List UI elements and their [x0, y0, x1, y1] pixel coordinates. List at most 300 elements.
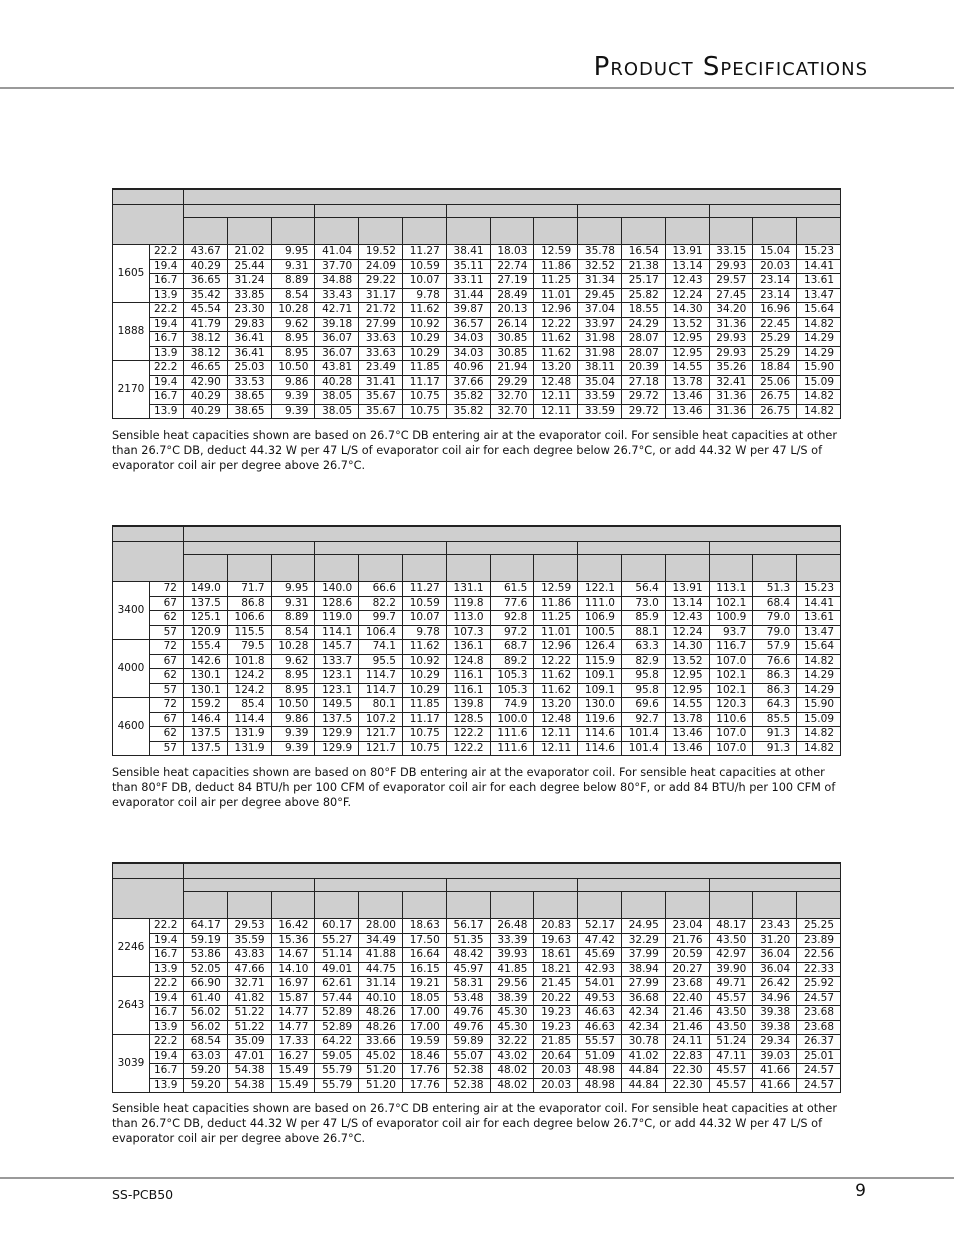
table-cell: 16.27	[271, 1049, 315, 1064]
table-cell: 26.42	[753, 977, 797, 992]
table-cell: 39.03	[753, 1049, 797, 1064]
header-cell	[113, 542, 184, 582]
table-cell: 137.5	[184, 741, 228, 756]
table-cell: 33.63	[359, 346, 403, 361]
table-cell: 13.78	[665, 712, 709, 727]
table-cell: 31.34	[578, 274, 622, 289]
table-cell: 53.48	[446, 991, 490, 1006]
table-cell: 11.62	[402, 303, 446, 318]
table-row	[113, 288, 841, 303]
table-cell: 32.70	[490, 404, 534, 419]
table-row	[113, 669, 841, 684]
table-cell: 24.11	[665, 1035, 709, 1050]
table-cell: 114.1	[315, 625, 359, 640]
header-cell	[315, 892, 359, 919]
table-cell: 25.82	[621, 288, 665, 303]
table-cell: 19.4	[150, 317, 184, 332]
table-cell: 31.14	[359, 977, 403, 992]
table-row	[113, 1064, 841, 1079]
table-cell: 20.03	[753, 259, 797, 274]
table-cell: 59.05	[315, 1049, 359, 1064]
table-cell: 63.3	[621, 640, 665, 655]
table-cell: 12.95	[665, 683, 709, 698]
table-cell: 130.0	[578, 698, 622, 713]
table-cell: 15.87	[271, 991, 315, 1006]
table-cell: 100.5	[578, 625, 622, 640]
table-cell: 107.2	[359, 712, 403, 727]
table-cell: 29.93	[709, 332, 753, 347]
airflow-cell: 3039	[113, 1035, 150, 1093]
table-cell: 101.4	[621, 727, 665, 742]
header-cell	[315, 205, 446, 218]
table-cell: 11.62	[534, 332, 578, 347]
page-title: Product Specifications	[593, 52, 868, 82]
header-row-1	[113, 526, 841, 542]
table-cell: 41.66	[753, 1078, 797, 1093]
table-cell: 12.11	[534, 390, 578, 405]
table-cell: 15.64	[797, 640, 841, 655]
table-cell: 130.1	[184, 669, 228, 684]
table-cell: 30.78	[621, 1035, 665, 1050]
table-cell: 17.33	[271, 1035, 315, 1050]
table-cell: 13.9	[150, 346, 184, 361]
table-cell: 19.4	[150, 991, 184, 1006]
table-cell: 106.9	[578, 611, 622, 626]
table-cell: 62	[150, 611, 184, 626]
header-cell	[184, 542, 315, 555]
table-cell: 22.45	[753, 317, 797, 332]
table-cell: 107.0	[709, 654, 753, 669]
table-cell: 11.62	[402, 640, 446, 655]
table-cell: 74.1	[359, 640, 403, 655]
table-cell: 25.29	[753, 346, 797, 361]
header-cell	[534, 218, 578, 245]
performance-table-1	[112, 188, 841, 419]
header-cell	[753, 892, 797, 919]
table-cell: 35.09	[227, 1035, 271, 1050]
table-cell: 107.3	[446, 625, 490, 640]
table-cell: 47.66	[227, 962, 271, 977]
table-cell: 31.44	[446, 288, 490, 303]
table-cell: 20.03	[534, 1064, 578, 1079]
table-cell: 140.0	[315, 582, 359, 597]
table-cell: 29.45	[578, 288, 622, 303]
table-cell: 36.04	[753, 962, 797, 977]
table-cell: 145.7	[315, 640, 359, 655]
table-cell: 12.59	[534, 245, 578, 260]
table-cell: 137.5	[184, 596, 228, 611]
table-cell: 21.85	[534, 1035, 578, 1050]
header-cell	[490, 555, 534, 582]
table-cell: 129.9	[315, 727, 359, 742]
header-cell	[315, 218, 359, 245]
table-cell: 15.49	[271, 1064, 315, 1079]
table-cell: 63.03	[184, 1049, 228, 1064]
table-cell: 36.41	[227, 332, 271, 347]
table-cell: 10.29	[402, 332, 446, 347]
table-cell: 59.20	[184, 1064, 228, 1079]
table-cell: 27.99	[359, 317, 403, 332]
table-cell: 109.1	[578, 683, 622, 698]
table-cell: 32.22	[490, 1035, 534, 1050]
table-cell: 43.50	[709, 1020, 753, 1035]
table-cell: 9.86	[271, 375, 315, 390]
table-cell: 28.00	[359, 919, 403, 934]
table-cell: 16.7	[150, 332, 184, 347]
table-cell: 10.75	[402, 727, 446, 742]
table-cell: 25.17	[621, 274, 665, 289]
table-cell: 45.02	[359, 1049, 403, 1064]
table-cell: 27.99	[621, 977, 665, 992]
header-cell	[446, 879, 577, 892]
table-cell: 12.11	[534, 404, 578, 419]
table-cell: 11.01	[534, 288, 578, 303]
table-cell: 48.42	[446, 948, 490, 963]
table-cell: 91.3	[753, 741, 797, 756]
table-cell: 40.96	[446, 361, 490, 376]
table-cell: 16.15	[402, 962, 446, 977]
table-cell: 29.57	[709, 274, 753, 289]
table-cell: 14.29	[797, 346, 841, 361]
table-cell: 17.76	[402, 1064, 446, 1079]
table-cell: 38.05	[315, 404, 359, 419]
table-cell: 13.52	[665, 317, 709, 332]
table-cell: 43.02	[490, 1049, 534, 1064]
header-cell	[534, 555, 578, 582]
table-cell: 11.86	[534, 259, 578, 274]
header-cell	[402, 892, 446, 919]
header-cell	[797, 555, 841, 582]
table-cell: 39.18	[315, 317, 359, 332]
header-cell	[184, 218, 228, 245]
table-row	[113, 274, 841, 289]
table-cell: 21.46	[665, 1020, 709, 1035]
header-row-3	[113, 218, 841, 245]
table-cell: 29.72	[621, 390, 665, 405]
table-cell: 74.9	[490, 698, 534, 713]
table-cell: 38.11	[578, 361, 622, 376]
table-cell: 57	[150, 683, 184, 698]
table-cell: 39.90	[709, 962, 753, 977]
table-cell: 39.38	[753, 1020, 797, 1035]
table-cell: 35.42	[184, 288, 228, 303]
table-cell: 9.62	[271, 317, 315, 332]
performance-table-3	[112, 862, 841, 1093]
table-cell: 54.38	[227, 1064, 271, 1079]
table-cell: 97.2	[490, 625, 534, 640]
table-cell: 29.22	[359, 274, 403, 289]
table-cell: 16.42	[271, 919, 315, 934]
table-cell: 119.6	[578, 712, 622, 727]
table-cell: 115.9	[578, 654, 622, 669]
table-cell: 25.44	[227, 259, 271, 274]
table-cell: 29.93	[709, 346, 753, 361]
table-cell: 19.23	[534, 1006, 578, 1021]
table-cell: 38.41	[446, 245, 490, 260]
table-cell: 123.1	[315, 683, 359, 698]
table-cell: 14.29	[797, 669, 841, 684]
table-cell: 95.5	[359, 654, 403, 669]
table-cell: 22.30	[665, 1078, 709, 1093]
table-cell: 9.95	[271, 582, 315, 597]
table-cell: 13.14	[665, 259, 709, 274]
header-cell	[709, 218, 753, 245]
table-cell: 93.7	[709, 625, 753, 640]
table-cell: 31.17	[359, 288, 403, 303]
table-cell: 85.4	[227, 698, 271, 713]
table-cell: 11.27	[402, 245, 446, 260]
table-cell: 64.3	[753, 698, 797, 713]
airflow-cell: 3400	[113, 582, 150, 640]
header-cell	[271, 555, 315, 582]
table-row	[113, 317, 841, 332]
table-cell: 13.46	[665, 727, 709, 742]
table-cell: 10.75	[402, 390, 446, 405]
header-cell	[578, 879, 709, 892]
header-cell	[184, 526, 841, 542]
table-cell: 116.1	[446, 669, 490, 684]
table-cell: 14.30	[665, 303, 709, 318]
table-cell: 25.03	[227, 361, 271, 376]
header-cell	[184, 189, 841, 205]
table-cell: 131.9	[227, 741, 271, 756]
table-cell: 15.09	[797, 375, 841, 390]
table-cell: 128.6	[315, 596, 359, 611]
table-cell: 82.2	[359, 596, 403, 611]
table-cell: 29.93	[709, 259, 753, 274]
table-cell: 10.75	[402, 404, 446, 419]
table-cell: 72	[150, 582, 184, 597]
table-cell: 55.27	[315, 933, 359, 948]
table-row	[113, 611, 841, 626]
table-cell: 41.85	[490, 962, 534, 977]
table-cell: 40.28	[315, 375, 359, 390]
table-cell: 24.29	[621, 317, 665, 332]
table-cell: 52.38	[446, 1078, 490, 1093]
table-cell: 42.71	[315, 303, 359, 318]
table-cell: 33.11	[446, 274, 490, 289]
table-cell: 22.2	[150, 919, 184, 934]
table-cell: 106.4	[359, 625, 403, 640]
table-cell: 31.36	[709, 404, 753, 419]
table-row	[113, 640, 841, 655]
table-cell: 9.31	[271, 259, 315, 274]
table-cell: 33.59	[578, 390, 622, 405]
table-cell: 76.6	[753, 654, 797, 669]
table-cell: 14.77	[271, 1006, 315, 1021]
table-cell: 13.20	[534, 698, 578, 713]
table-row	[113, 1035, 841, 1050]
table-cell: 33.59	[578, 404, 622, 419]
table-row	[113, 375, 841, 390]
table-cell: 66.90	[184, 977, 228, 992]
table-cell: 122.2	[446, 741, 490, 756]
table-cell: 49.76	[446, 1006, 490, 1021]
table-cell: 48.26	[359, 1020, 403, 1035]
table-cell: 51.3	[753, 582, 797, 597]
table-cell: 28.07	[621, 346, 665, 361]
table-cell: 10.59	[402, 259, 446, 274]
table-row	[113, 654, 841, 669]
table-cell: 20.59	[665, 948, 709, 963]
table-3-note: Sensible heat capacities shown are based on 26.7°C DB entering air at the evaporator coil. For sensible heat capacities at other than 26.7°C DB, deduct 44.32 W per 47 L/S of evaporator coil air for each degree below 26.7°C, or add 44.32 W per 47 L/S of evaporator coil air per degree above 26.7°C.	[112, 1102, 837, 1145]
table-cell: 45.69	[578, 948, 622, 963]
table-cell: 16.54	[621, 245, 665, 260]
table-cell: 34.20	[709, 303, 753, 318]
table-cell: 12.11	[534, 741, 578, 756]
table-cell: 12.95	[665, 346, 709, 361]
table-cell: 9.31	[271, 596, 315, 611]
table-cell: 21.76	[665, 933, 709, 948]
table-cell: 13.9	[150, 404, 184, 419]
table-cell: 114.7	[359, 669, 403, 684]
table-cell: 33.43	[315, 288, 359, 303]
table-cell: 14.41	[797, 596, 841, 611]
table-cell: 55.07	[446, 1049, 490, 1064]
table-cell: 31.24	[227, 274, 271, 289]
table-cell: 107.0	[709, 727, 753, 742]
table-cell: 18.21	[534, 962, 578, 977]
table-cell: 40.10	[359, 991, 403, 1006]
table-cell: 32.29	[621, 933, 665, 948]
table-cell: 41.88	[359, 948, 403, 963]
table-cell: 16.97	[271, 977, 315, 992]
table-cell: 42.97	[709, 948, 753, 963]
table-cell: 32.41	[709, 375, 753, 390]
table-cell: 56.4	[621, 582, 665, 597]
table-cell: 14.29	[797, 332, 841, 347]
airflow-cell: 4600	[113, 698, 150, 756]
table-cell: 23.89	[797, 933, 841, 948]
table-cell: 20.03	[534, 1078, 578, 1093]
table-cell: 38.65	[227, 404, 271, 419]
table-cell: 79.5	[227, 640, 271, 655]
table-cell: 24.09	[359, 259, 403, 274]
airflow-cell: 2170	[113, 361, 150, 419]
table-cell: 25.25	[797, 919, 841, 934]
header-cell	[446, 555, 490, 582]
table-cell: 14.67	[271, 948, 315, 963]
table-row	[113, 1049, 841, 1064]
table-cell: 111.0	[578, 596, 622, 611]
table-cell: 133.7	[315, 654, 359, 669]
table-cell: 11.25	[534, 274, 578, 289]
table-row	[113, 625, 841, 640]
table-cell: 53.86	[184, 948, 228, 963]
table-cell: 46.65	[184, 361, 228, 376]
header-cell	[113, 526, 184, 542]
table-cell: 36.41	[227, 346, 271, 361]
table-row	[113, 346, 841, 361]
table-cell: 123.1	[315, 669, 359, 684]
table-1-note: Sensible heat capacities shown are based on 26.7°C DB entering air at the evaporator coil. For sensible heat capacities at other than 26.7°C DB, deduct 44.32 W per 47 L/S of evaporator coil air for each degree below 26.7°C, or add 44.32 W per 47 L/S of evaporator coil air per degree above 26.7°C.	[112, 429, 837, 472]
airflow-cell: 1605	[113, 245, 150, 303]
table-cell: 59.19	[184, 933, 228, 948]
table-cell: 124.2	[227, 683, 271, 698]
table-cell: 13.46	[665, 741, 709, 756]
table-cell: 13.46	[665, 390, 709, 405]
table-cell: 15.09	[797, 712, 841, 727]
table-cell: 120.9	[184, 625, 228, 640]
table-cell: 21.45	[534, 977, 578, 992]
header-cell	[113, 205, 184, 245]
table-cell: 62	[150, 669, 184, 684]
table-cell: 10.07	[402, 611, 446, 626]
table-cell: 24.57	[797, 991, 841, 1006]
table-cell: 14.10	[271, 962, 315, 977]
header-cell	[113, 863, 184, 879]
header-cell	[578, 205, 709, 218]
table-cell: 14.82	[797, 390, 841, 405]
table-cell: 116.1	[446, 683, 490, 698]
table-cell: 47.11	[709, 1049, 753, 1064]
table-cell: 29.34	[753, 1035, 797, 1050]
header-cell	[709, 555, 753, 582]
table-cell: 29.53	[227, 919, 271, 934]
table-cell: 86.3	[753, 669, 797, 684]
table-cell: 34.03	[446, 332, 490, 347]
table-cell: 17.00	[402, 1020, 446, 1035]
table-cell: 8.95	[271, 669, 315, 684]
table-cell: 27.45	[709, 288, 753, 303]
table-cell: 16.7	[150, 274, 184, 289]
table-cell: 69.6	[621, 698, 665, 713]
table-cell: 19.4	[150, 259, 184, 274]
table-cell: 13.78	[665, 375, 709, 390]
table-cell: 109.1	[578, 669, 622, 684]
table-cell: 26.75	[753, 404, 797, 419]
table-cell: 114.7	[359, 683, 403, 698]
table-cell: 9.86	[271, 712, 315, 727]
table-cell: 18.63	[402, 919, 446, 934]
table-cell: 13.47	[797, 625, 841, 640]
table-row	[113, 712, 841, 727]
table-cell: 8.95	[271, 332, 315, 347]
table-cell: 29.56	[490, 977, 534, 992]
table-cell: 52.38	[446, 1064, 490, 1079]
table-cell: 11.62	[534, 346, 578, 361]
table-cell: 17.76	[402, 1078, 446, 1093]
table-cell: 15.49	[271, 1078, 315, 1093]
table-cell: 10.75	[402, 741, 446, 756]
table-cell: 55.79	[315, 1078, 359, 1093]
table-cell: 52.05	[184, 962, 228, 977]
performance-table-2	[112, 525, 841, 756]
table-cell: 39.87	[446, 303, 490, 318]
table-cell: 45.57	[709, 1078, 753, 1093]
table-cell: 14.41	[797, 259, 841, 274]
header-cell	[578, 218, 622, 245]
table-cell: 11.25	[534, 611, 578, 626]
header-cell	[227, 555, 271, 582]
table-cell: 52.17	[578, 919, 622, 934]
table-cell: 45.30	[490, 1020, 534, 1035]
table-cell: 12.24	[665, 288, 709, 303]
table-cell: 13.9	[150, 962, 184, 977]
table-cell: 48.26	[359, 1006, 403, 1021]
table-cell: 38.94	[621, 962, 665, 977]
table-cell: 64.17	[184, 919, 228, 934]
table-cell: 22.74	[490, 259, 534, 274]
table-cell: 28.49	[490, 288, 534, 303]
table-cell: 33.97	[578, 317, 622, 332]
table-cell: 11.85	[402, 698, 446, 713]
table-cell: 23.14	[753, 288, 797, 303]
table-cell: 38.05	[315, 390, 359, 405]
table-cell: 42.34	[621, 1020, 665, 1035]
header-cell	[797, 218, 841, 245]
header-cell	[621, 218, 665, 245]
